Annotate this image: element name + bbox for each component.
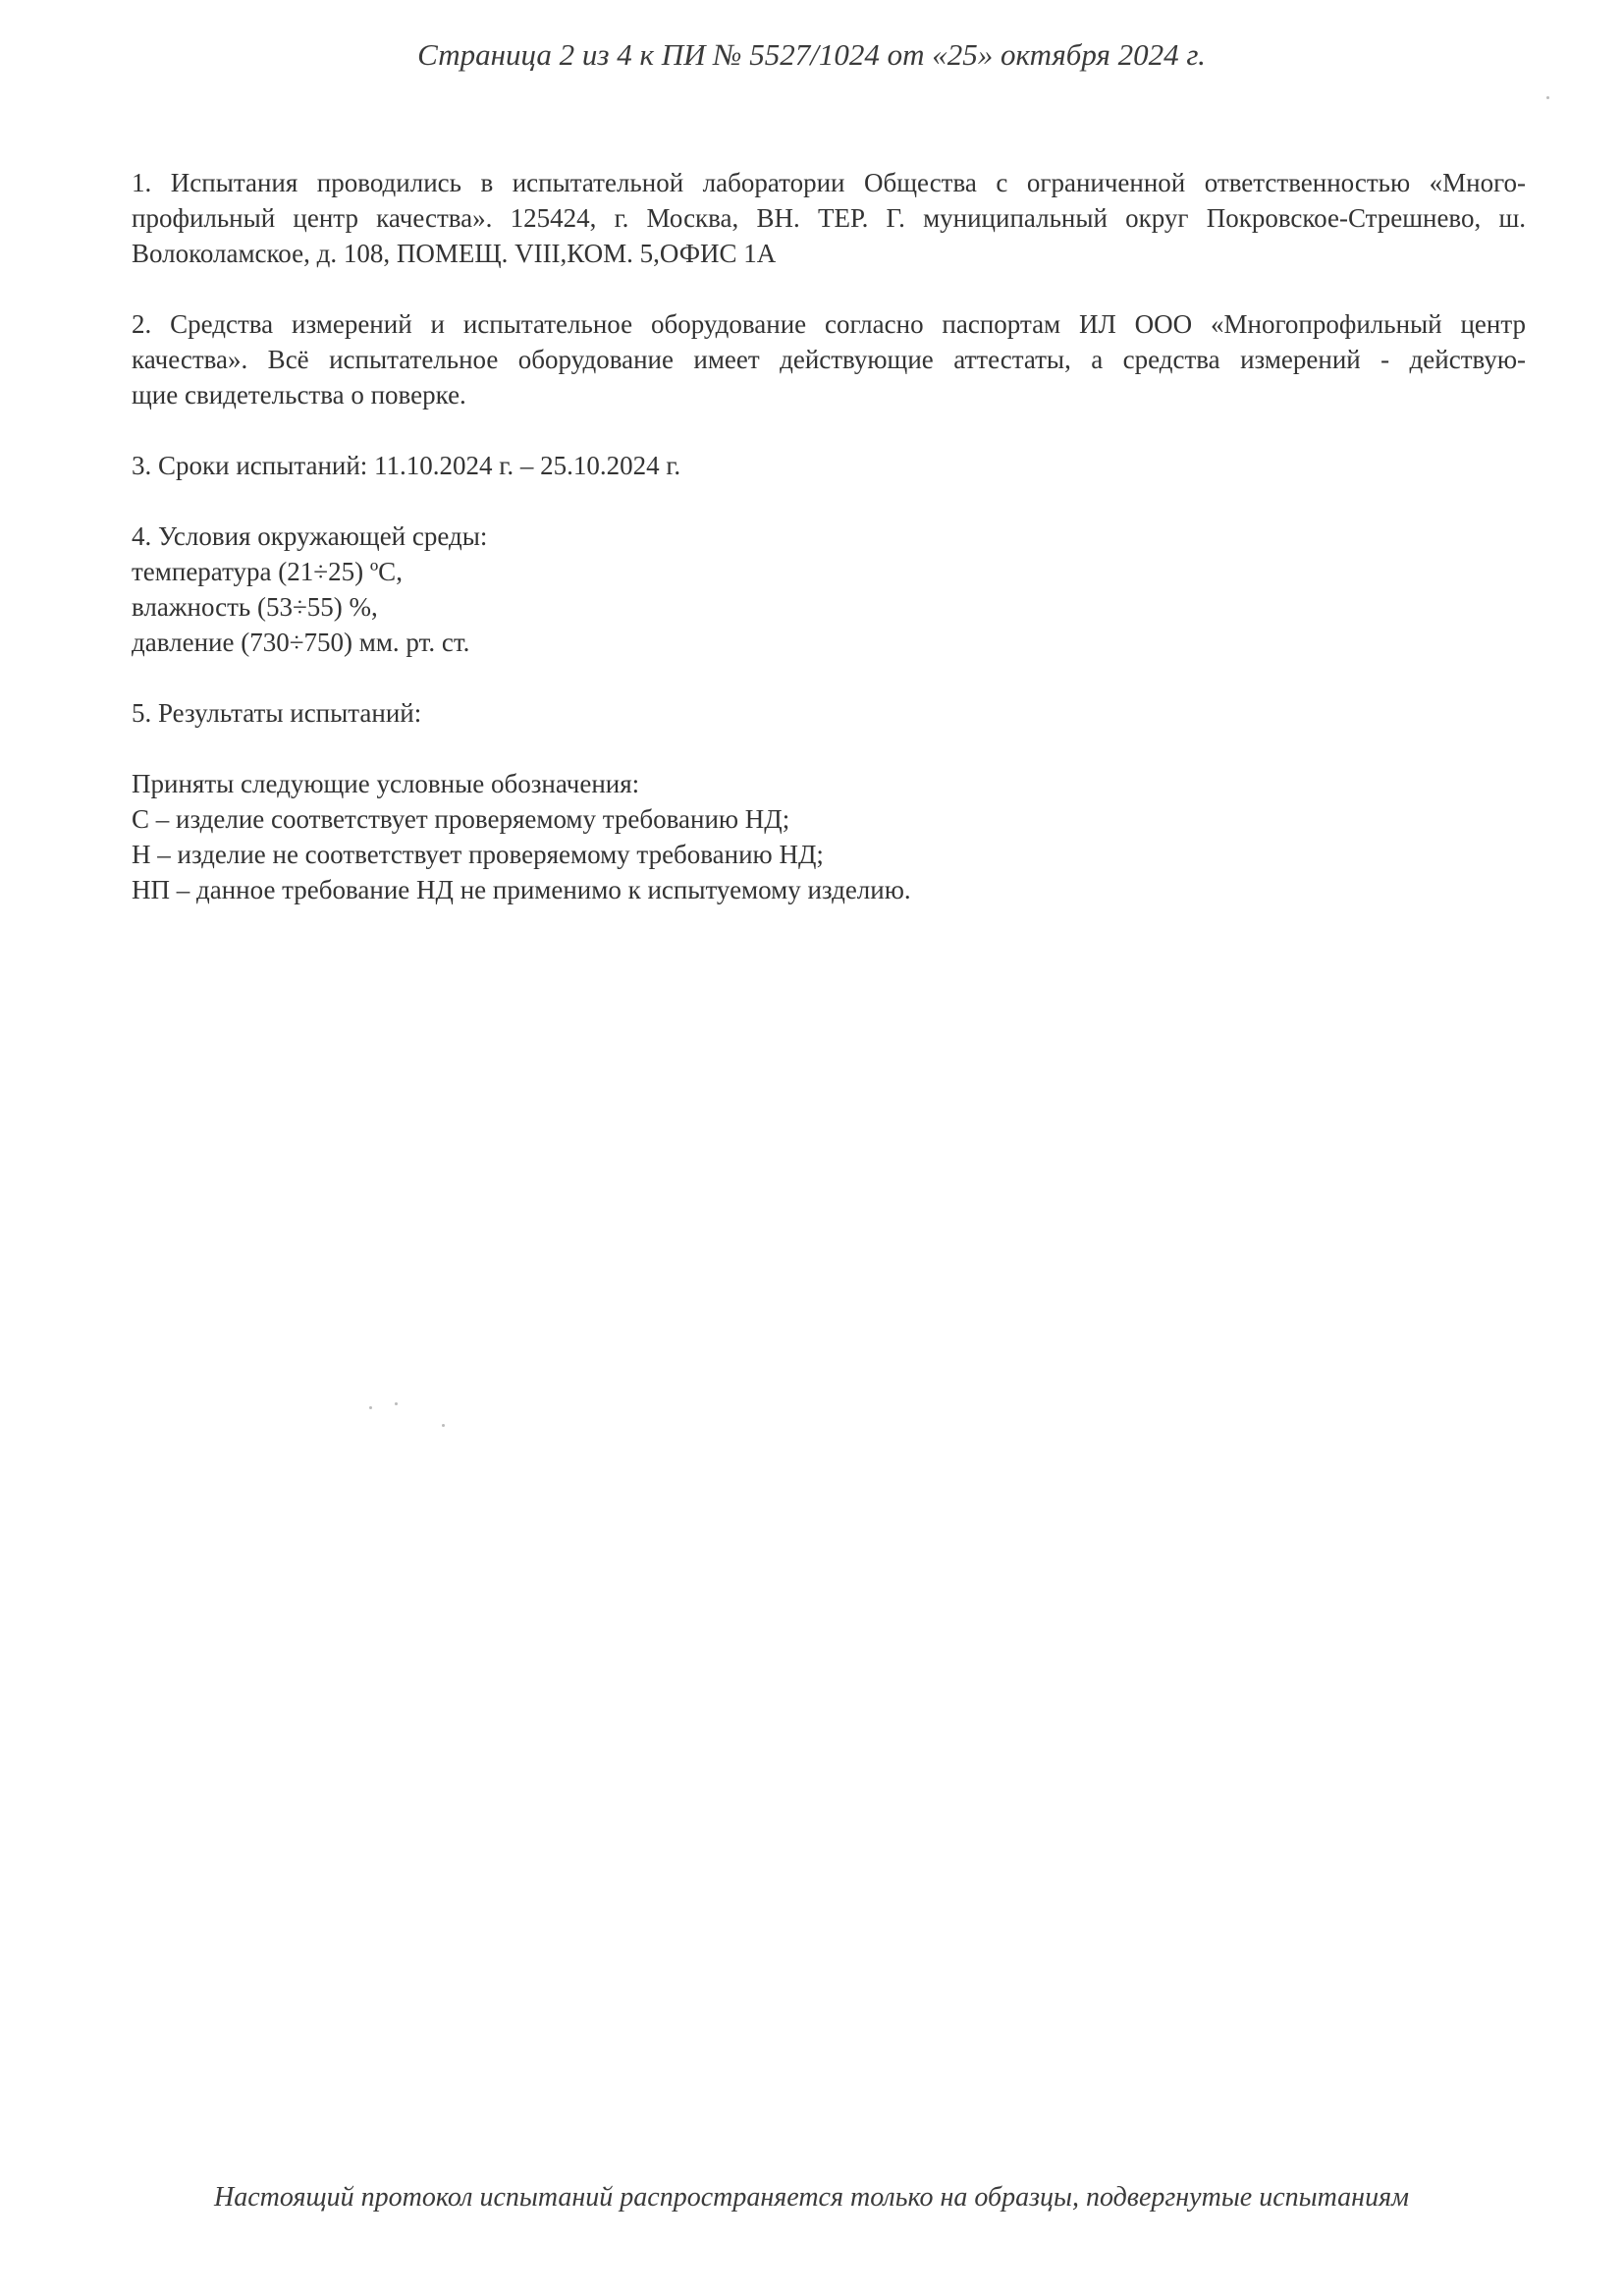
legend-item-c: С – изделие соответствует проверяемому требованию НД;: [132, 804, 790, 834]
section-1-testing-location: [132, 165, 1526, 271]
legend-item-np: НП – данное требование НД не применимо к испытуемому изделию.: [132, 875, 911, 904]
legend-intro: Приняты следующие условные обозначения:: [132, 769, 640, 798]
humidity-condition: влажность (53÷55) %,: [132, 592, 378, 622]
section-3-line-1: 3. Сроки испытаний: 11.10.2024 г. – 25.10.2024 г.: [132, 451, 681, 480]
scan-speck: [442, 1424, 445, 1427]
scan-speck: [395, 1402, 398, 1405]
section-1-line-1: 1. Испытания проводились в испытательной лаборатории Общества с ограниченной ответственностью «Много-: [132, 168, 1526, 197]
section-2-equipment: [132, 306, 1526, 412]
temperature-condition: температура (21÷25) ºС,: [132, 557, 403, 586]
pressure-condition: давление (730÷750) мм. рт. ст.: [132, 628, 470, 657]
legend-item-n: Н – изделие не соответствует проверяемому требованию НД;: [132, 840, 824, 869]
document-body: [132, 165, 1526, 943]
section-4-environment: [132, 519, 1526, 660]
scan-speck: [1546, 96, 1549, 99]
section-5-title: 5. Результаты испытаний:: [132, 698, 422, 728]
page-header: Страница 2 из 4 к ПИ № 5527/1024 от «25» октября 2024 г.: [417, 37, 1206, 72]
section-2-line-3: щие свидетельства о поверке.: [132, 380, 466, 410]
section-5-results: [132, 695, 1526, 731]
section-2-line-1: 2. Средства измерений и испытательное оборудование согласно паспортам ИЛ ООО «Многопрофильный центр: [132, 309, 1526, 339]
section-1-line-3: Волоколамское, д. 108, ПОМЕЩ. VIII,КОМ. 5,ОФИС 1А: [132, 239, 777, 268]
page-footer: Настоящий протокол испытаний распространяется только на образцы, подвергнутые испытаниям: [214, 2182, 1409, 2213]
scan-speck: [369, 1406, 372, 1409]
section-1-line-2: профильный центр качества». 125424, г. Москва, ВН. ТЕР. Г. муниципальный округ Покровское-Стрешнево, ш.: [132, 203, 1526, 233]
section-3-test-period: [132, 448, 1526, 483]
legend-block: [132, 766, 1526, 907]
section-4-title: 4. Условия окружающей среды:: [132, 521, 488, 551]
section-2-line-2: качества». Всё испытательное оборудование имеет действующие аттестаты, а средства измерений - действую-: [132, 345, 1526, 374]
